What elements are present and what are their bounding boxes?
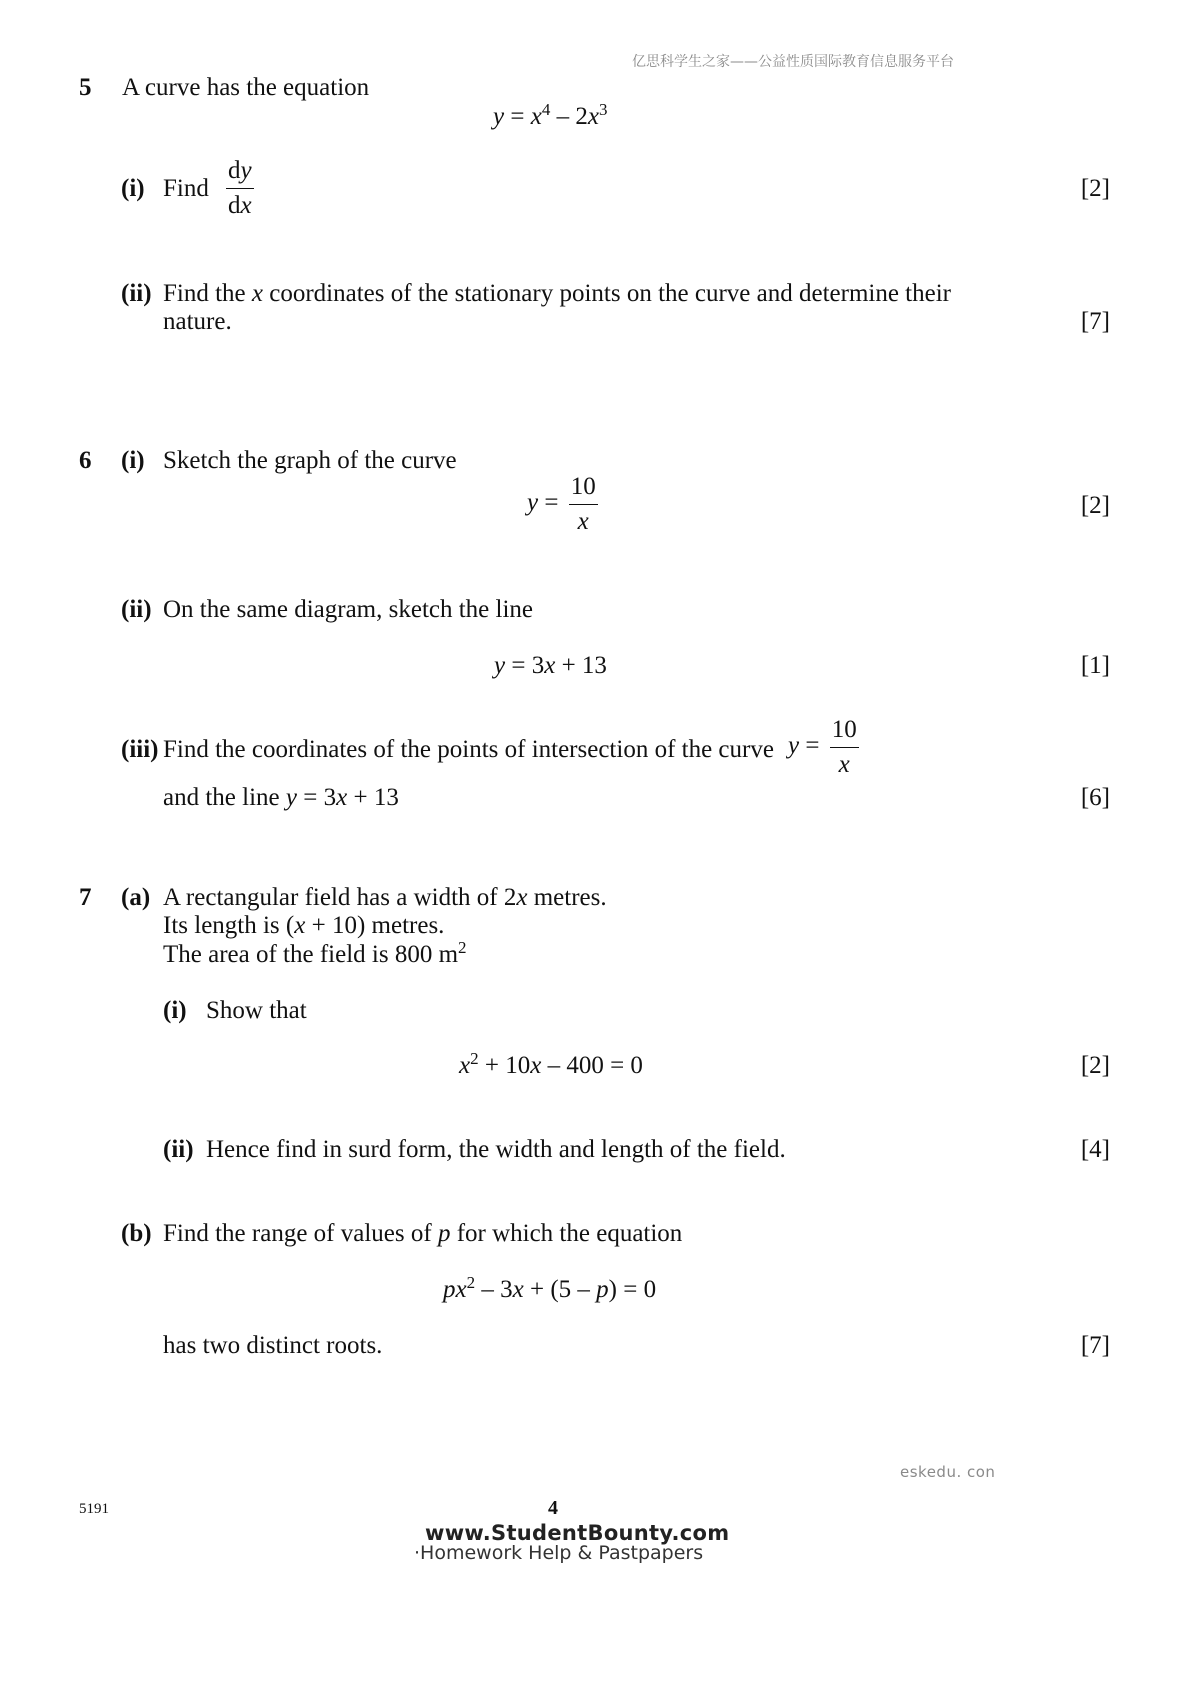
q5-part-ii-text: Find the x coordinates of the stationary points on the curve and determine their xyxy=(163,280,951,307)
q7-part-a-label: (a) xyxy=(121,884,151,911)
q6-part-iii-marks: [6] xyxy=(1080,784,1110,811)
q6-part-iii-label: (iii) xyxy=(121,736,159,763)
q7-a-part-ii-label: (ii) xyxy=(163,1136,194,1163)
q5-part-i-label: (i) xyxy=(121,175,145,202)
q7-a-part-i-label: (i) xyxy=(163,997,187,1024)
q6-part-i-label: (i) xyxy=(121,447,145,474)
page-number: 4 xyxy=(548,1497,558,1519)
dy-numerator: dy xyxy=(226,158,254,189)
q5-part-i-marks: [2] xyxy=(1080,175,1110,202)
q7-a-part-ii-marks: [4] xyxy=(1080,1136,1110,1163)
q6-part-ii-equation: y = 3x + 13 xyxy=(494,652,607,679)
q7-b-marks: [7] xyxy=(1080,1332,1110,1359)
studentbounty-url: www.StudentBounty.com xyxy=(425,1521,730,1545)
footer-watermark: eskedu. con xyxy=(900,1463,996,1481)
q5-part-ii-line2: nature. xyxy=(163,308,232,335)
q5-part-i-text: Find xyxy=(163,175,209,202)
q7-b-closing: has two distinct roots. xyxy=(163,1332,383,1359)
question-5-intro: A curve has the equation xyxy=(122,74,370,101)
q7-b-equation: $px^2 - 3x + (5 - p) = 0$ xyxy=(443,1273,657,1303)
q6-part-i-equation: y = $\frac{10}{x}$ xyxy=(527,473,596,535)
studentbounty-tagline: ·Homework Help & Pastpapers xyxy=(414,1542,704,1564)
q6-part-i-text: Sketch the graph of the curve xyxy=(163,447,457,474)
question-6-number: 6 xyxy=(79,447,92,474)
q7-a-part-i-text: Show that xyxy=(206,997,307,1024)
q5-part-ii-label: (ii) xyxy=(121,280,152,307)
dx-denominator: dx xyxy=(228,192,252,219)
q6-part-iii-equation: y = $\frac{10}{x}$ xyxy=(788,716,857,778)
q7-a-line2: Its length is (x + 10) metres. xyxy=(163,912,445,939)
q6-part-iii-line2: and the line y = 3x + 13 xyxy=(163,784,399,811)
q7-a-part-i-equation: $x^2 + 10x - 400 = 0$ xyxy=(459,1049,643,1079)
q7-a-part-ii-text: Hence find in surd form, the width and length of the field. xyxy=(206,1136,786,1163)
paper-code: 5191 xyxy=(79,1501,109,1517)
header-watermark: 亿思科学生之家——公益性质国际教育信息服务平台 xyxy=(632,54,954,70)
q6-part-ii-marks: [1] xyxy=(1080,652,1110,679)
q7-a-line3: The area of the field is 800 $m^2$ xyxy=(163,938,467,968)
q6-part-iii-text: Find the coordinates of the points of intersection of the curve xyxy=(163,736,774,763)
q7-a-part-i-marks: [2] xyxy=(1080,1052,1110,1079)
question-5-number: 5 xyxy=(79,74,92,101)
q7-part-b-label: (b) xyxy=(121,1220,152,1247)
q6-part-ii-text: On the same diagram, sketch the line xyxy=(163,596,534,623)
q6-part-i-marks: [2] xyxy=(1080,492,1110,519)
q7-b-text: Find the range of values of p for which the equation xyxy=(163,1220,683,1247)
q5-part-ii-marks: [7] xyxy=(1080,308,1110,335)
q7-a-line1: A rectangular field has a width of 2x metres. xyxy=(163,884,607,911)
q6-part-ii-label: (ii) xyxy=(121,596,152,623)
question-7-number: 7 xyxy=(79,884,92,911)
question-5-equation: $y = x^4 - 2x^3$ xyxy=(493,100,608,130)
dy-dx-fraction xyxy=(222,158,258,219)
